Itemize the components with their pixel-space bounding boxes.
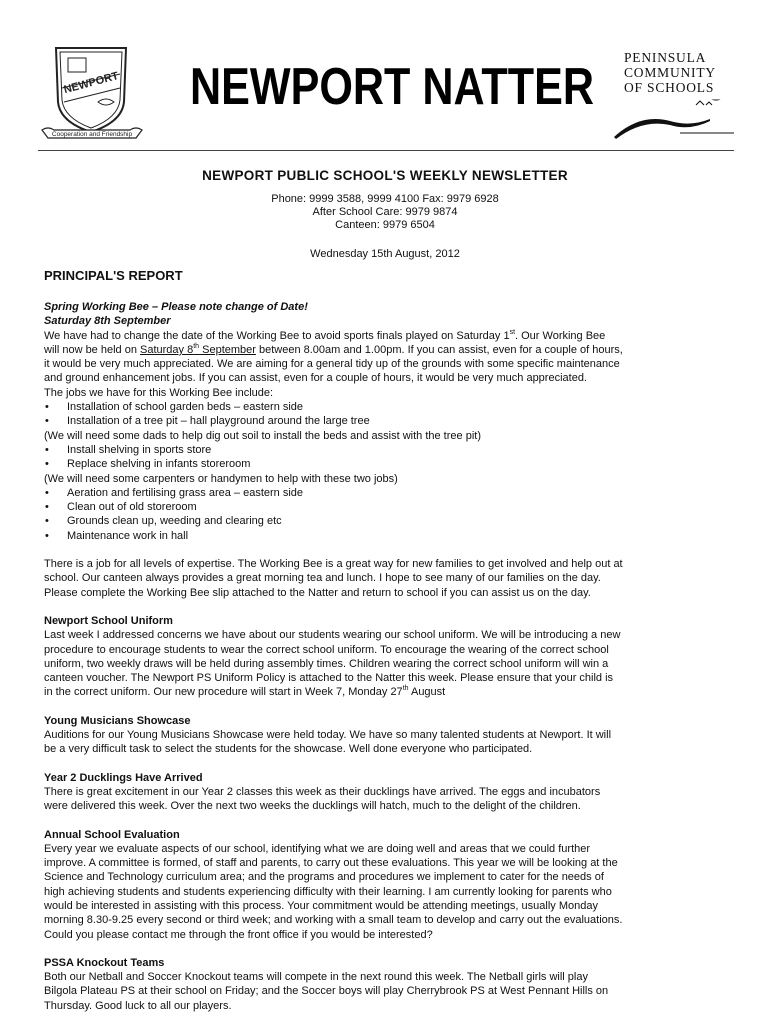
pssa-heading: PSSA Knockout Teams (44, 956, 165, 969)
paragraph-line: were delivered this week. Over the next two weeks the ducklings will hatch, much to the delight of the children. (44, 800, 581, 813)
list-item: • Install shelving in sports store (44, 443, 734, 457)
paragraph-line: (We will need some carpenters or handymen to help with these two jobs) (44, 472, 398, 485)
paragraph-line: and ground enhancement jobs. If you can assist, even for a couple of hours, it would be very much appreciated. (44, 372, 587, 385)
paragraph-line: high achieving students and students experiencing difficulty with their learning. I am currently looking for parents who (44, 885, 612, 898)
paragraph-line: uniform, two weekly draws will be held during assembly times. Children wearing the correct school uniform will win a (44, 657, 609, 670)
list-item: • Maintenance work in hall (44, 529, 734, 543)
paragraph-line: it would be very much appreciated. We are aiming for a general tidy up of the grounds with some specific maintenance (44, 358, 620, 371)
masthead (186, 52, 598, 122)
paragraph-line: school. Our canteen always provides a great morning tea and lunch. I hope to see many of our families on the day. (44, 572, 601, 585)
paragraph-line: will now be held on Saturday 8th September between 8.00am and 1.00pm. If you can assist, even for a couple of hours, (44, 342, 623, 356)
paragraph-line: The jobs we have for this Working Bee include: (44, 386, 274, 399)
list-item: • Clean out of old storeroom (44, 500, 734, 514)
paragraph-line: morning 8.30-9.25 every second or third week; and working with a small team to develop and carry out the evaluations. (44, 914, 623, 927)
paragraph-line: Auditions for our Young Musicians Showcase were held today. We have so many talented students at Newport. It will (44, 729, 612, 742)
paragraph-line: Science and Technology curriculum area; and the programs and procedures we implement to cater for the needs of (44, 871, 604, 884)
newsletter-body (44, 300, 734, 1013)
paragraph-line: Could you please contact me through the front office if you would be interested? (44, 928, 433, 941)
section-heading: PRINCIPAL'S REPORT (44, 268, 183, 283)
jobs-list-3 (44, 486, 734, 543)
musicians-heading: Young Musicians Showcase (44, 714, 191, 727)
paragraph-line: We have had to change the date of the Working Bee to avoid sports finals played on Saturday 1st. Our Working Bee (44, 328, 606, 342)
list-item: • Grounds clean up, weeding and clearing etc (44, 514, 734, 528)
phone-fax: Phone: 9999 3588, 9999 4100 Fax: 9979 6928 (271, 193, 499, 205)
pcos-line-3: OF SCHOOLS (624, 80, 715, 95)
ducklings-heading: Year 2 Ducklings Have Arrived (44, 771, 203, 784)
masthead-title: NEWPORT NATTER (190, 58, 594, 116)
list-item: • Installation of a tree pit – hall playground around the large tree (44, 414, 734, 428)
paragraph-line: Please complete the Working Bee slip attached to the Natter and return to school if you can assist us on the day. (44, 586, 591, 599)
evaluation-heading: Annual School Evaluation (44, 828, 180, 841)
paragraph-line: Last week I addressed concerns we have about our students wearing our school uniform. We will be introducing a new (44, 629, 621, 642)
paragraph-line: (We will need some dads to help dig out soil to install the beds and assist with the tree pit) (44, 429, 481, 442)
issue-date: Wednesday 15th August, 2012 (310, 248, 460, 260)
header-divider (38, 150, 734, 151)
school-crest-logo (38, 42, 146, 146)
paragraph-line: canteen voucher. The Newport PS Uniform Policy is attached to the Natter this week. Please ensure that your child is (44, 672, 614, 685)
hills-icon (610, 99, 740, 141)
working-bee-heading: Spring Working Bee – Please note change of Date! (44, 301, 308, 313)
paragraph-line: procedure to encourage students to wear the correct school uniform. To encourage the wearing of the correct school (44, 643, 609, 656)
paragraph-line: Both our Netball and Soccer Knockout teams will compete in the next round this week. The Netball girls will play (44, 971, 588, 984)
list-item: • Aeration and fertilising grass area – eastern side (44, 486, 734, 500)
paragraph-line: Thursday. Good luck to all our players. (44, 999, 232, 1012)
after-school-care: After School Care: 9979 9874 (312, 206, 458, 218)
paragraph-line: There is great excitement in our Year 2 classes this week as their ducklings have arrived. The eggs and incubators (44, 785, 601, 798)
paragraph-line: Bilgola Plateau PS at their school on Friday; and the Soccer boys will play Cherrybrook PS at West Pennant Hills on (44, 985, 609, 998)
jobs-list-1 (44, 400, 734, 429)
list-item: • Replace shelving in infants storeroom (44, 457, 734, 471)
list-item: • Installation of school garden beds – eastern side (44, 400, 734, 414)
paragraph-line: in the correct uniform. Our new procedure will start in Week 7, Monday 27th August (44, 685, 446, 699)
paragraph-line: would be interested in assisting with this process. Your commitment would be attending meetings, usually Monday (44, 899, 598, 912)
newsletter-title: NEWPORT PUBLIC SCHOOL'S WEEKLY NEWSLETTER (202, 168, 568, 183)
pcos-line-2: COMMUNITY (624, 65, 716, 80)
paragraph-line: There is a job for all levels of expertise. The Working Bee is a great way for new families to get involved and help out at (44, 558, 623, 571)
paragraph-line: be a very difficult task to select the students for the showcase. Well done everyone who participated. (44, 743, 533, 756)
contact-block (0, 193, 770, 232)
uniform-heading: Newport School Uniform (44, 614, 173, 627)
paragraph-line: Every year we evaluate aspects of our school, identifying what we are doing well and areas that we could further (44, 842, 591, 855)
canteen-phone: Canteen: 9979 6504 (335, 219, 435, 231)
working-bee-date: Saturday 8th September (44, 315, 171, 328)
peninsula-community-logo (610, 50, 750, 141)
crest-name: NEWPORT (62, 70, 120, 97)
crest-motto: Cooperation and Friendship (51, 131, 133, 138)
pcos-line-1: PENINSULA (624, 50, 707, 65)
jobs-list-2 (44, 443, 734, 472)
paragraph-line: improve. A committee is formed, of staff and parents, to carry out these evaluations. This year we will be looking at the (44, 857, 618, 870)
